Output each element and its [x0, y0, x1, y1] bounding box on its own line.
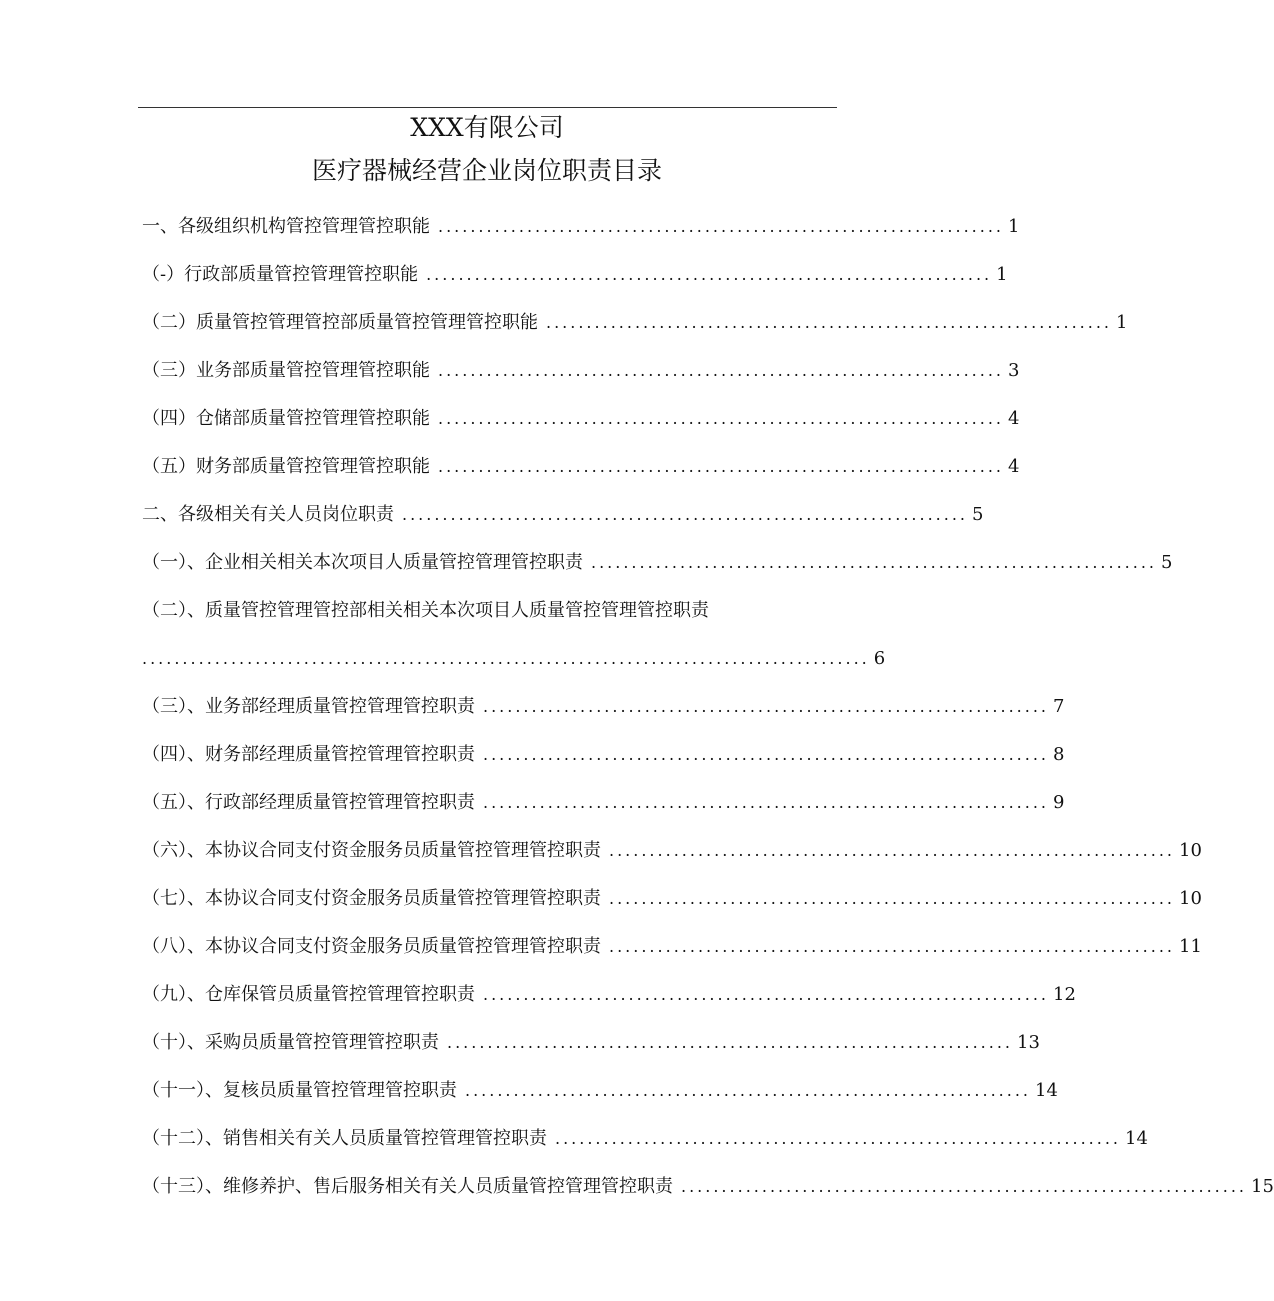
toc-entry[interactable] — [142, 1172, 1274, 1220]
toc-entry-page: 5 — [1161, 552, 1173, 573]
toc-entry[interactable] — [142, 980, 1076, 1028]
toc-entry-page: 14 — [1125, 1128, 1148, 1149]
toc-entry-label: （四）仓储部质量管控管理管控职能 — [142, 408, 430, 429]
toc-entry-label: （十）、采购员质量管控管理管控职责 — [142, 1032, 439, 1053]
toc-leader-dots: ...................................................................... — [438, 217, 1005, 236]
toc-entry[interactable] — [142, 692, 1065, 740]
toc-entry[interactable] — [142, 836, 1202, 884]
toc-entry[interactable] — [142, 500, 984, 548]
toc-leader-dots: ...................................................................... — [591, 553, 1158, 572]
toc-leader-dots: ...................................................................... — [402, 505, 969, 524]
toc-leader-dots: ...................................................................... — [465, 1081, 1032, 1100]
toc-entry[interactable] — [142, 1076, 1058, 1124]
toc-entry[interactable] — [142, 932, 1202, 980]
toc-leader-dots: ...................................................................... — [483, 745, 1050, 764]
toc-entry[interactable] — [142, 884, 1202, 932]
toc-entry-label: （三）业务部质量管控管理管控职能 — [142, 360, 430, 381]
toc-entry-page: 10 — [1179, 840, 1202, 861]
toc-entry-label: （七）、本协议合同支付资金服务员质量管控管理管控职责 — [142, 888, 601, 909]
toc-entry-label: （一）、企业相关相关本次项目人质量管控管理管控职责 — [142, 552, 583, 573]
toc-entry-page: 14 — [1035, 1080, 1058, 1101]
toc-entry-wrapped-label[interactable] — [142, 596, 822, 644]
toc-entry-page: 1 — [1008, 216, 1020, 237]
toc-entry-label: （四）、财务部经理质量管控管理管控职责 — [142, 744, 475, 765]
toc-leader-dots: ...................................................................... — [426, 265, 993, 284]
toc-entry-page: 1 — [996, 264, 1008, 285]
toc-entry-label: （十二）、销售相关有关人员质量管控管理管控职责 — [142, 1128, 547, 1149]
toc-entry-label: （二）、质量管控管理管控部相关相关本次项目人质量管控管理管控职责 — [142, 600, 709, 621]
toc-entry-label: （十三）、维修养护、售后服务相关有关人员质量管控管理管控职责 — [142, 1176, 673, 1197]
toc-entry-page: 10 — [1179, 888, 1202, 909]
toc-leader-dots: ...................................................................... — [609, 889, 1176, 908]
toc-entry-label: 二、各级相关有关人员岗位职责 — [142, 504, 394, 525]
toc-leader-dots: ...................................................................... — [483, 697, 1050, 716]
toc-entry[interactable] — [142, 452, 1020, 500]
toc-leader-dots: ...................................................................... — [447, 1033, 1014, 1052]
toc-entry-page: 5 — [972, 504, 984, 525]
toc-entry[interactable] — [142, 308, 1128, 356]
toc-entry-page: 1 — [1116, 312, 1128, 333]
toc-entry[interactable] — [142, 1124, 1148, 1172]
toc-entry-label: （五）、行政部经理质量管控管理管控职责 — [142, 792, 475, 813]
toc-leader-dots: ...................................................................... — [609, 841, 1176, 860]
document-title: 医疗器械经营企业岗位职责目录 — [311, 156, 662, 185]
toc-leader-dots: ...................................................................... — [483, 793, 1050, 812]
toc-entry-label: （五）财务部质量管控管理管控职能 — [142, 456, 430, 477]
toc-entry-label: （二）质量管控管理管控部质量管控管理管控职能 — [142, 312, 538, 333]
company-name: XXX有限公司 — [410, 113, 564, 142]
toc-entry-page: 11 — [1179, 936, 1202, 957]
toc-entry-label: （六）、本协议合同支付资金服务员质量管控管理管控职责 — [142, 840, 601, 861]
toc-entry-page: 4 — [1008, 408, 1020, 429]
toc-leader-dots: ...................................................................... — [438, 457, 1005, 476]
toc-leader-dots: ...................................................................... — [483, 985, 1050, 1004]
toc-entry-page: 6 — [873, 648, 886, 669]
toc-entry-page: 8 — [1053, 744, 1065, 765]
toc-leader-dots: ...................................................................... — [438, 409, 1005, 428]
toc-leader-dots: ...................................................................... — [681, 1177, 1248, 1196]
toc-entry[interactable] — [142, 548, 1173, 596]
toc-entry-page: 12 — [1053, 984, 1076, 1005]
toc-leader-dots: ...................................................................... — [438, 361, 1005, 380]
toc-leader-dots: ...................................................................... — [546, 313, 1113, 332]
toc-entry[interactable] — [142, 740, 1065, 788]
toc-entry-page: 15 — [1251, 1176, 1274, 1197]
toc-entry-page: 7 — [1053, 696, 1065, 717]
toc-entry-page: 13 — [1017, 1032, 1040, 1053]
toc-entry-page: 4 — [1008, 456, 1020, 477]
toc-entry[interactable] — [142, 404, 1020, 452]
toc-entry[interactable] — [142, 1028, 1040, 1076]
toc-entry-label: （九）、仓库保管员质量管控管理管控职责 — [142, 984, 475, 1005]
toc-entry[interactable] — [142, 788, 1065, 836]
toc-entry[interactable] — [142, 260, 1008, 308]
table-of-contents — [142, 212, 1274, 1220]
toc-entry-label: （八）、本协议合同支付资金服务员质量管控管理管控职责 — [142, 936, 601, 957]
toc-entry-page: 3 — [1008, 360, 1020, 381]
toc-entry-label: （三）、业务部经理质量管控管理管控职责 — [142, 696, 475, 717]
toc-entry-label: （-）行政部质量管控管理管控职能 — [142, 264, 419, 285]
toc-entry-page: 9 — [1053, 792, 1065, 813]
toc-leader-dots: ...................................................................... — [555, 1129, 1122, 1148]
toc-entry-continuation[interactable] — [142, 644, 886, 692]
toc-leader-dots: ...................................................................... — [609, 937, 1176, 956]
header-rule — [138, 107, 837, 108]
toc-leader-dots: .......................................................................................... — [142, 649, 870, 668]
toc-entry-label: 一、各级组织机构管控管理管控职能 — [142, 216, 430, 237]
toc-entry-label: （十一）、复核员质量管控管理管控职责 — [142, 1080, 457, 1101]
toc-entry[interactable] — [142, 212, 1020, 260]
toc-entry[interactable] — [142, 356, 1020, 404]
